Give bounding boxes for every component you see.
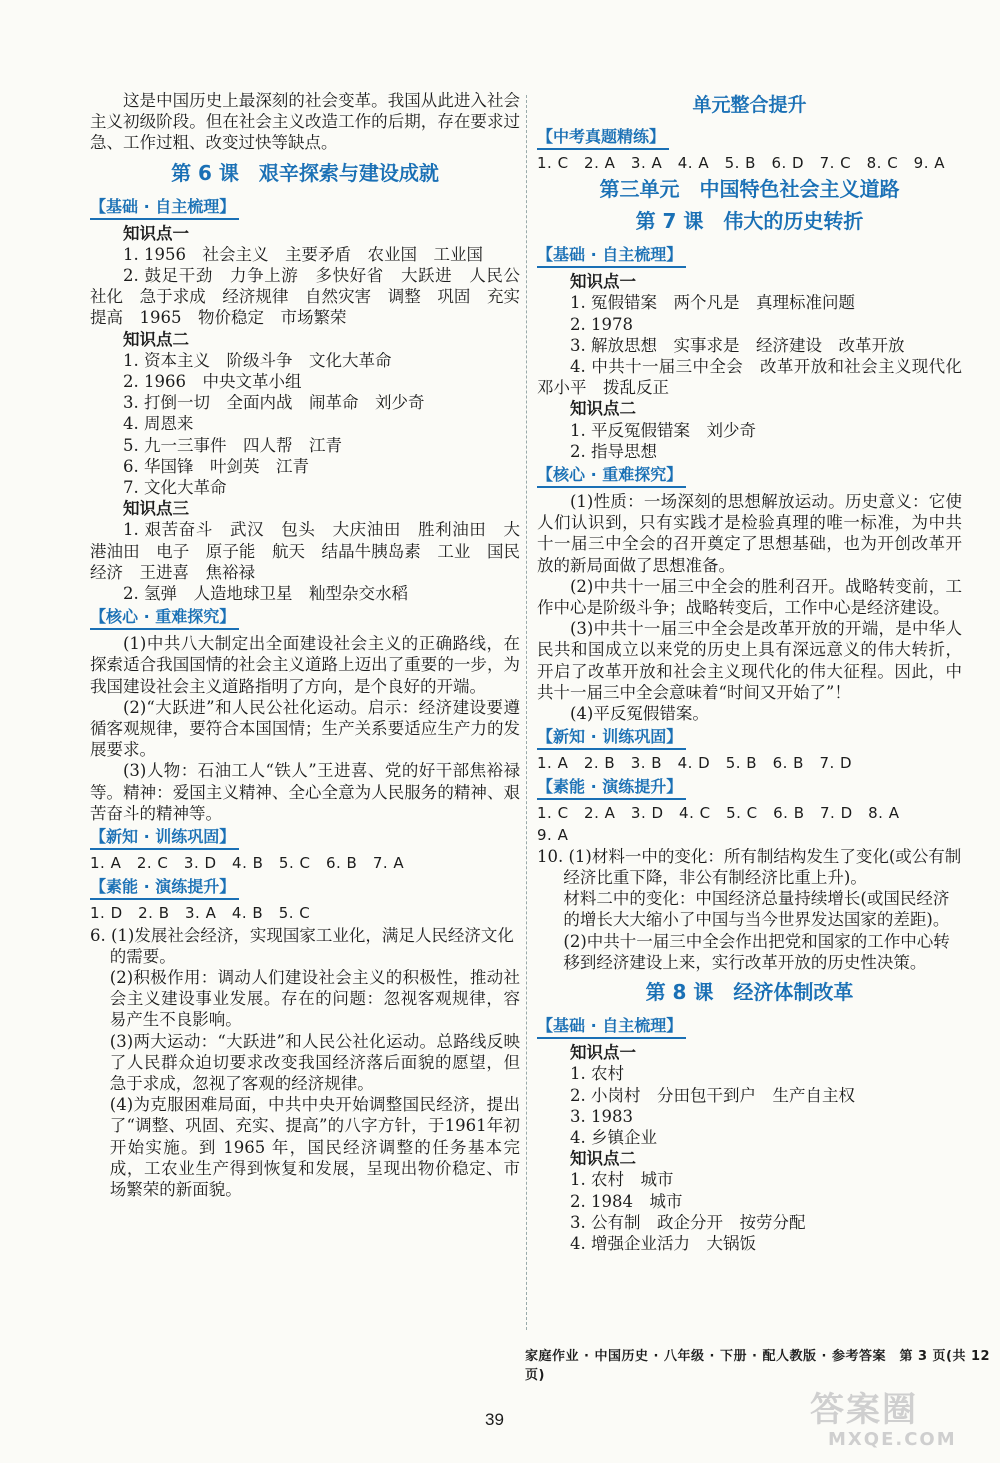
kp1-item: 2. 鼓足干劲 力争上游 多快好省 大跃进 人民公社化 急于求成 经济规律 自然灾害 调整 巩固 充实 提高 1965 物价稳定 市场繁荣 [90,266,537,328]
kp1-item: 1. 1956 社会主义 主要矛盾 农业国 工业国 [123,244,483,264]
knowledge-point-2: 知识点二 [570,399,636,419]
skill-answers: 1. C 2. A 3. D 4. C 5. C 6. B 7. D 8. A [537,804,900,823]
knowledge-point-1: 知识点一 [123,223,189,243]
kp1-item: 3. 解放思想 实事求是 经济建设 改革开放 [570,335,905,355]
kp2-item: 5. 九一三事件 四人帮 江青 [123,435,342,455]
core-paragraph: (3)人物：石油工人“铁人”王进喜、党的好干部焦裕禄等。精神：爱国主义精神、全心全意为人民服务的精神、艰苦奋斗的精神等。 [90,761,520,823]
section-skill: 【素能 · 演练提升】 [537,776,686,800]
kp2-item: 1. 资本主义 阶级斗争 文化大革命 [123,350,392,370]
lesson-8-title: 第 8 课 经济体制改革 [645,980,854,1005]
skill-answers: 9. A [537,825,569,844]
section-skill: 【素能 · 演练提升】 [90,876,239,900]
page-number: 39 [485,1410,504,1429]
section-basic: 【基础 · 自主梳理】 [537,244,686,268]
core-paragraph: (2)“大跃进”和人民公社化运动。启示：经济建设要遵循客观规律，要符合本国国情；生产关系要适应生产力的发展要求。 [90,697,520,760]
watermark-url: MXQE.COM [828,1429,957,1450]
left-column [90,90,537,1200]
section-core: 【核心 · 重难探究】 [90,606,239,630]
new-knowledge-answers: 1. A 2. C 3. D 4. B 5. C 6. B 7. A [90,854,405,873]
question-10-line: (2)中共十一届三中全会作出把党和国家的工作中心转移到经济建设上来，实行改革开放的历史性决策。 [563,931,950,972]
section-new-knowledge: 【新知 · 训练巩固】 [537,726,686,750]
kp3-item: 2. 氢弹 人造地球卫星 籼型杂交水稻 [123,584,408,604]
question-6-line: (2)积极作用：调动人们建设社会主义的积极性，推动社会主义建设事业发展。存在的问题：忽视客观规律，容易产生不良影响。 [109,967,520,1030]
unit-review-title: 单元整合提升 [692,94,807,116]
core-paragraph: (2)中共十一届三中全会的胜利召开。战略转变前，工作中心是阶级斗争；战略转变后，工作中心是经济建设。 [537,576,962,618]
section-new-knowledge: 【新知 · 训练巩固】 [90,826,239,850]
l8-kp2-item: 2. 1984 城市 [570,1191,683,1211]
kp2-item: 2. 1966 中央文革小组 [123,372,302,392]
kp2-item: 7. 文化大革命 [123,478,227,498]
section-basic: 【基础 · 自主梳理】 [537,1015,686,1039]
knowledge-point-3: 知识点三 [123,499,189,519]
kp2-item: 6. 华国锋 叶剑英 江青 [123,456,309,476]
knowledge-point-1: 知识点一 [570,1043,636,1063]
question-6-line: (4)为克服困难局面，中共中央开始调整国民经济，提出了“调整、巩固、充实、提高”的八字方针，于1961年初开始实施。到 1965 年，国民经济调整的任务基本完成，工农业生产得到恢复和发展，呈现出物价稳定、市场繁荣的新面貌。 [109,1095,520,1199]
question-10-line: 材料二中的变化：中国经济总量持续增长(或国民经济的增长大大缩小了中国与当今世界发达国家的差距)。 [563,889,950,930]
kp1-item: 4. 中共十一届三中全会 改革开放和社会主义现代化 邓小平 拨乱反正 [537,357,979,398]
lesson-6-title: 第 6 课 艰辛探索与建设成就 [171,160,439,185]
kp1-item: 2. 1978 [570,314,633,334]
question-6-line: 6. (1)发展社会经济，实现国家工业化，满足人民经济文化的需要。 [90,925,514,966]
l8-kp2-item: 1. 农村 城市 [570,1170,674,1190]
page-footer: 家庭作业 · 中国历史 · 八年级 · 下册 · 配人教版 · 参考答案 第 3 页(共 12 页) [525,1349,991,1383]
watermark-text: 答案圈 [810,1390,918,1430]
question-6-line: (3)两大运动：“大跃进”和人民公社化运动。总路线反映了人民群众迫切要求改变我国经济落后面貌的愿望，但急于求成，忽视了客观的经济规律。 [109,1031,520,1093]
l8-kp1-item: 3. 1983 [570,1106,633,1126]
core-paragraph: (1)中共八大制定出全面建设社会主义的正确路线，在探索适合我国国情的社会主义道路上迈出了重要的一步，为我国建设社会主义道路指明了方向，是个良好的开端。 [90,634,520,696]
skill-answers: 1. D 2. B 3. A 4. B 5. C [90,904,311,923]
exam-answers: 1. C 2. A 3. A 4. A 5. B 6. D 7. C 8. C 9. A [537,154,946,172]
column-divider [526,95,527,1330]
kp3-item: 1. 艰苦奋斗 武汉 包头 大庆油田 胜利油田 大港油田 电子 原子能 航天 结晶牛胰岛素 工业 国民经济 王进喜 焦裕禄 [90,520,520,582]
l8-kp1-item: 1. 农村 [570,1064,624,1084]
section-basic: 【基础 · 自主梳理】 [90,196,239,220]
right-column [537,90,979,1254]
lesson-7-title: 第 7 课 伟大的历史转折 [635,209,864,234]
l8-kp2-item: 4. 增强企业活力 大锅饭 [570,1233,756,1253]
core-paragraph: (1)性质：一场深刻的思想解放运动。历史意义：它使人们认识到，只有实践才是检验真理的唯一标准，为中共十一届三中全会的召开奠定了思想基础，也为开创改革开放的新局面做了思想准备。 [537,492,962,575]
kp2-item: 3. 打倒一切 全面内战 闹革命 刘少奇 [123,393,425,413]
intro-paragraph: 这是中国历史上最深刻的社会变革。我国从此进入社会主义初级阶段。但在社会主义改造工作的后期，存在要求过急、工作过粗、改变过快等缺点。 [90,91,520,153]
kp2-item: 4. 周恩来 [123,414,194,434]
section-core: 【核心 · 重难探究】 [537,464,686,488]
unit-3-title: 第三单元 中国特色社会主义道路 [599,177,900,202]
new-knowledge-answers: 1. A 2. B 3. B 4. D 5. B 6. B 7. D [537,754,853,773]
kp2-item: 2. 指导思想 [570,441,657,461]
knowledge-point-2: 知识点二 [570,1149,636,1169]
core-paragraph: (3)中共十一届三中全会是改革开放的开端，是中华人民共和国成立以来党的历史上具有深远意义的伟大转折，开启了改革开放和社会主义现代化的伟大征程。因此，中共十一届三中全会意味着“时间又开始了”！ [537,619,962,702]
knowledge-point-2: 知识点二 [123,329,189,349]
kp2-item: 1. 平反冤假错案 刘少奇 [570,420,756,440]
question-10-line: 10. (1)材料一中的变化：所有制结构发生了变化(或公有制经济比重下降，非公有制经济比重上升)。 [537,846,962,888]
l8-kp2-item: 3. 公有制 政企分开 按劳分配 [570,1212,806,1232]
kp1-item: 1. 冤假错案 两个凡是 真理标准问题 [570,293,855,313]
core-paragraph: (4)平反冤假错案。 [570,704,709,724]
section-exam: 【中考真题精练】 [537,126,669,150]
knowledge-point-1: 知识点一 [570,272,636,292]
l8-kp1-item: 4. 乡镇企业 [570,1127,657,1147]
watermark-logo [810,1390,980,1450]
l8-kp1-item: 2. 小岗村 分田包干到户 生产自主权 [570,1085,855,1105]
